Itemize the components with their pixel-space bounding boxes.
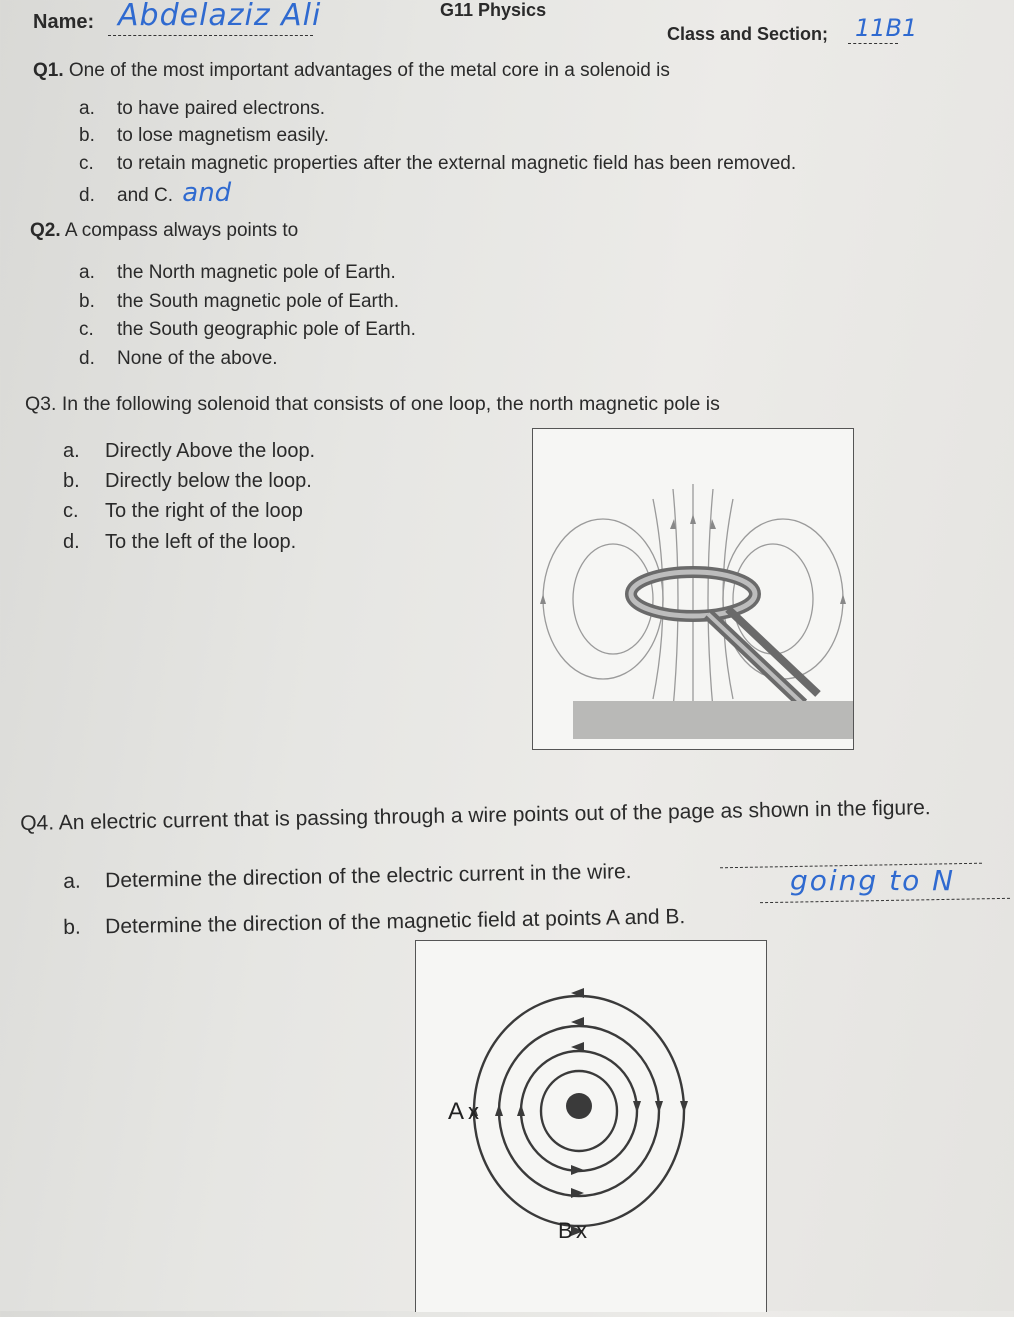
q1-option-c[interactable] [79,153,796,175]
q2-option-b-letter: b. [79,291,95,312]
q4-part-a-text: Determine the direction of the electric current in the wire. [104,860,632,893]
q4-handwritten: going to N [790,864,956,897]
subject-title: G11 Physics [440,0,547,20]
point-a-label: A [448,1098,465,1125]
name-handwritten: Abdelaziz Ali [118,0,322,33]
q2-option-a-letter: a. [79,262,95,283]
q3-option-c-text: To the right of the loop [105,500,303,522]
q3-option-b[interactable] [63,470,312,493]
name-underline [108,35,313,36]
wire-dot [566,1093,592,1119]
q3-option-a-letter: a. [63,440,80,462]
q4-part-b-letter: b. [63,915,81,939]
q2-option-c-text: the South geographic pole of Earth. [117,319,416,340]
q3-stem [25,393,720,416]
q2-option-a-text: the North magnetic pole of Earth. [117,262,396,283]
q2-option-d-text: None of the above. [117,348,278,369]
q3-option-b-text: Directly below the loop. [105,470,312,492]
q4-number: Q4. [20,811,55,835]
q3-option-d-letter: d. [63,531,80,553]
q4-part-a [63,860,632,894]
q3-option-b-letter: b. [63,470,80,492]
q3-option-d[interactable] [63,531,296,554]
q1-option-b-text: to lose magnetism easily. [117,125,329,146]
name-label: Name: [33,11,95,33]
q2-option-b-text: the South magnetic pole of Earth. [117,291,400,312]
q1-stem [33,60,670,82]
q1-option-d-letter: d. [79,185,95,206]
point-b-label: B [558,1218,573,1243]
q4-part-b [63,905,686,940]
q1-option-a-text: to have paired electrons. [117,98,326,119]
q4-text: An electric current that is passing through a wire points out of the page as shown in the figure. [58,796,931,835]
q3-option-d-text: To the left of the loop. [105,531,297,553]
q3-number: Q3. [25,393,57,415]
q3-option-a[interactable] [63,440,315,463]
point-b-mark: x [576,1218,587,1243]
q2-option-a[interactable] [79,262,396,284]
q3-option-c-letter: c. [63,500,79,522]
q1-number: Q1. [33,60,64,81]
q4-stem [20,796,931,836]
q4-b-answer-line[interactable] [760,898,1010,903]
class-handwritten: 11B1 [855,14,918,42]
q4-part-a-letter: a. [63,869,81,893]
q2-option-c[interactable] [79,319,416,341]
class-label: Class and Section; [667,24,829,44]
q1-option-d-text: and C. [117,185,173,206]
loop-field-diagram [533,429,853,749]
point-a-mark: x [468,1099,479,1124]
q2-option-b[interactable] [79,291,399,313]
class-underline [848,43,898,44]
q1-option-a[interactable] [79,98,325,120]
q1-text: One of the most important advantages of the metal core in a solenoid is [68,60,670,81]
q4-part-b-text: Determine the direction of the magnetic field at points A and B. [104,905,686,939]
q2-stem [30,220,298,242]
q3-option-c[interactable] [63,500,303,523]
q3-option-a-text: Directly Above the loop. [105,440,316,462]
q1-option-d[interactable] [79,178,231,208]
q1-option-b-letter: b. [79,125,95,146]
q2-text: A compass always points to [64,220,299,241]
q1-option-c-text: to retain magnetic properties after the external magnetic field has been removed. [117,153,797,174]
q1-option-b[interactable] [79,125,329,147]
q2-number: Q2. [30,220,61,241]
q3-text: In the following solenoid that consists of one loop, the north magnetic pole is [61,393,720,415]
q3-loop-figure [532,428,854,750]
q2-option-d[interactable] [79,348,278,370]
q1-option-c-letter: c. [79,153,94,174]
q4-wire-figure [415,940,767,1312]
q2-option-d-letter: d. [79,348,95,369]
q2-option-c-letter: c. [79,319,94,340]
q1-handwritten: and [182,178,232,208]
q1-option-a-letter: a. [79,98,95,119]
wire-field-diagram [416,941,766,1312]
